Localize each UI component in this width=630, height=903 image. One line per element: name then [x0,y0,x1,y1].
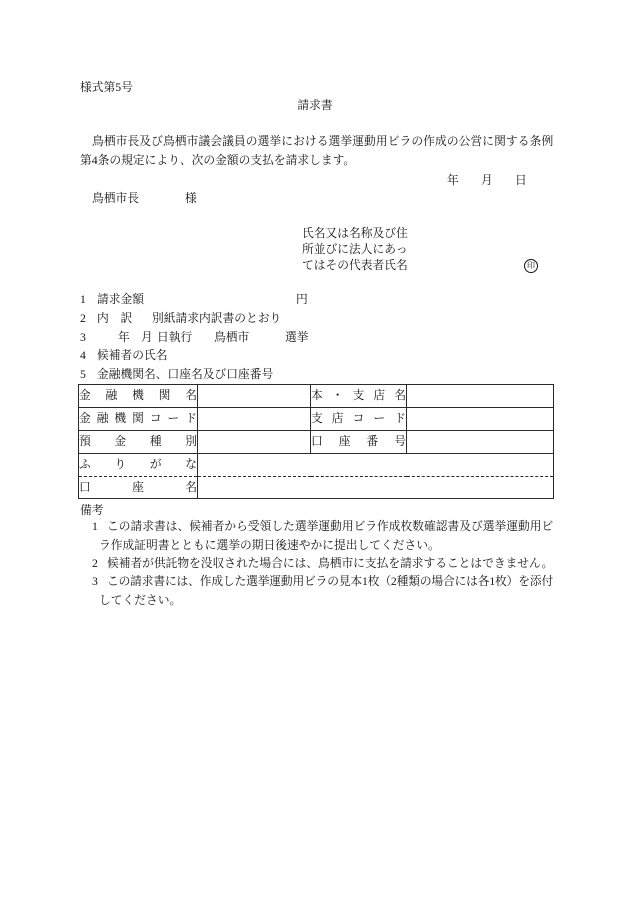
deposit-type-value [198,431,311,454]
document-title: 請求書 [297,99,333,112]
body-line-2: 第4条の規定により、次の金額の支払を請求します。 [80,154,356,167]
note-1-number: 1 [92,520,98,533]
note-2-number: 2 [92,557,98,570]
item-5-number: 5 [80,368,86,381]
date-month-label: 月 [481,174,493,187]
account-number-value [407,431,554,454]
item-2-label: 内 訳 [97,312,133,325]
claimant-label-line-3: てはその代表者氏名 [302,259,408,272]
date-year-label: 年 [447,174,459,187]
item-2-number: 2 [80,312,86,325]
bank-name-value [198,385,311,408]
note-3-number: 3 [92,575,98,588]
bank-account-table [78,384,554,499]
item-3-month: 月 [141,331,153,344]
form-number: 様式第5号 [80,81,133,94]
item-3-election: 選挙 [285,331,309,344]
body-line-1: 鳥栖市長及び鳥栖市議会議員の選挙における選挙運動用ビラの作成の公営に関する条例 [92,135,553,148]
table-row [79,477,554,499]
note-1-line-1: この請求書は、候補者から受領した選挙運動用ビラ作成枚数確認書及び選挙運動用ビ [107,520,553,533]
item-5-label: 金融機関名、口座名及び口座番号 [97,368,274,381]
branch-name-label: 本 ・ 支 店 名 [311,385,407,408]
table-row [79,408,554,431]
note-2-line-1: 候補者が供託物を没収された場合には、鳥栖市に支払を請求することはできません。 [107,557,553,570]
seal-mark [524,259,538,273]
addressee-honorific: 様 [185,192,197,205]
item-3-day: 日執行 [157,331,193,344]
note-3-line-1: この請求書には、作成した選挙運動用ビラの見本1枚（2種類の場合には各1枚）を添付 [107,575,553,588]
item-4-number: 4 [80,349,86,362]
item-1-label: 請求金額 [97,293,144,306]
item-3-city: 鳥栖市 [214,331,250,344]
item-3-number: 3 [80,331,86,344]
item-1-unit: 円 [296,293,308,306]
item-4-label: 候補者の氏名 [97,349,168,362]
table-row [79,431,554,454]
item-1-number: 1 [80,293,86,306]
date-day-label: 日 [515,174,527,187]
claimant-label-line-1: 氏名又は名称及び住 [302,227,408,240]
addressee-name: 鳥栖市長 [92,192,139,205]
furigana-label: ふ り が な [79,454,198,477]
claimant-label-line-2: 所並びに法人にあっ [302,243,408,256]
bank-name-label: 金 融 機 関 名 [79,385,198,408]
account-name-label: 口 座 名 [79,477,198,499]
deposit-type-label: 預 金 種 別 [79,431,198,454]
branch-name-value [407,385,554,408]
notes-heading: 備考 [80,504,104,517]
note-1-line-2: ラ作成証明書とともに選挙の期日後速やかに提出してください。 [99,539,440,552]
table-row [79,385,554,408]
bank-code-label: 金 融 機 関 コ ー ド [79,408,198,431]
furigana-value [198,454,554,477]
account-name-value [198,477,554,499]
item-2-value: 別紙請求内訳書のとおり [152,312,282,325]
seal-character: 印 [527,261,535,270]
account-number-label: 口 座 番 号 [311,431,407,454]
item-3-year: 年 [118,331,130,344]
note-3-line-2: してください。 [99,594,182,607]
branch-code-label: 支 店 コ ー ド [311,408,407,431]
branch-code-value [407,408,554,431]
bank-code-value [198,408,311,431]
table-row [79,454,554,477]
